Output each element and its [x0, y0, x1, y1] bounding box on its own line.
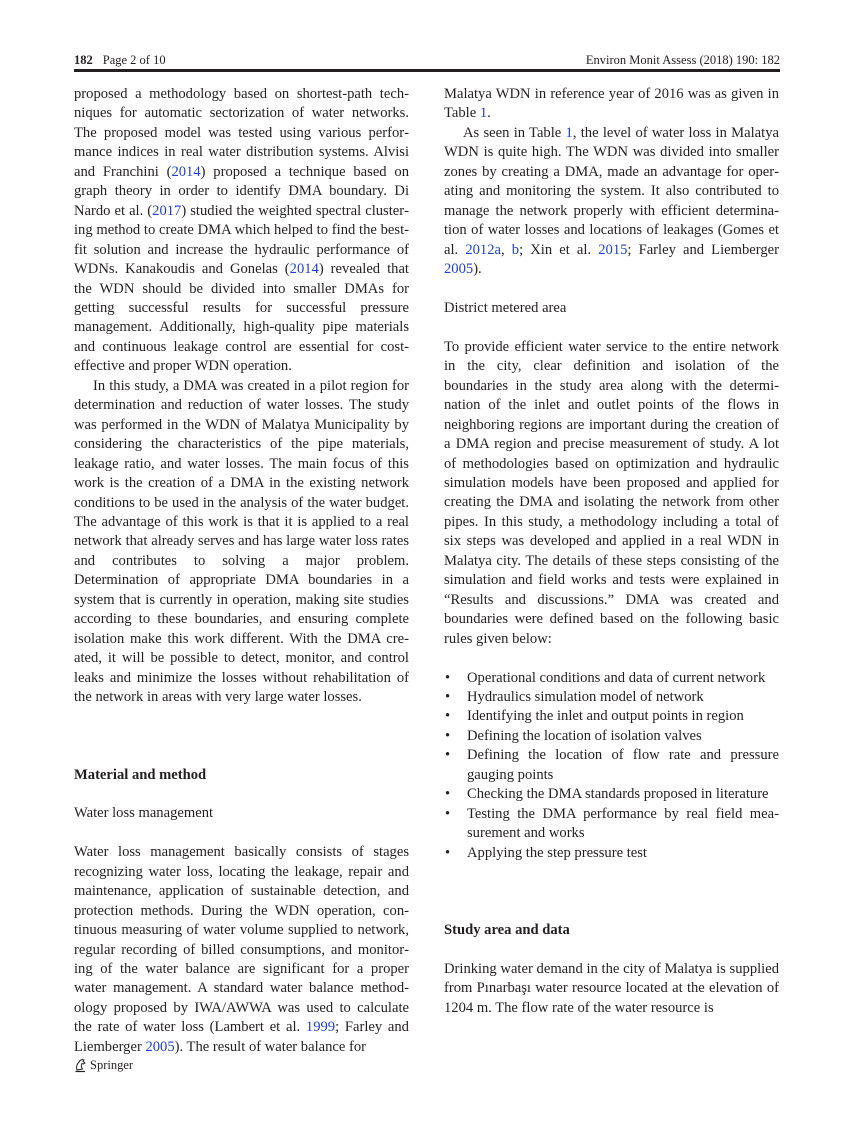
list-item: • Defining the location of flow rate and pressure gauging points	[445, 747, 779, 783]
paragraph: Water loss management basically consists of stages recognizing water loss, locating the leakage, repair and maintenance, application of sustainable detection, and protection methods. During the WDN operation, continuous measuring of water volume supplied to network, regular recording of billed consumptions, and monitoring of the water balance are significant for a proper water management. A standard water balance methodology proposed by IWA/AWWA was used to calculate the rate of water loss (Lambert et al. 1999; Farley and Liemberger 2005). The result of water balance for	[74, 844, 409, 1055]
page-of: Page 2 of 10	[102, 53, 166, 67]
paragraph: As seen in Table 1, the level of water loss in Malatya WDN is quite high. The WDN was divided into smaller zones by creating a DMA, made an advantage for operating and monitoring the system. It also contributed to manage the network properly with efficient determination of water losses and locations of leakages (Gomes et al. 2012a, b; Xin et al. 2015; Farley and Liemberger 2005).	[444, 124, 779, 278]
table-link[interactable]: 1	[479, 105, 488, 122]
citation-link[interactable]: 2005	[444, 261, 474, 278]
citation-link[interactable]: 2014	[289, 261, 319, 278]
list-item: • Defining the location of isolation valves	[444, 727, 779, 746]
paragraph: Drinking water demand in the city of Malatya is supplied from Pınarbaşı water resource located at the elevation of 1204 m. The flow rate of the water resource is	[444, 960, 779, 1016]
citation-link[interactable]: 1999	[305, 1019, 336, 1036]
citation-link[interactable]: b	[511, 241, 520, 258]
citation-link[interactable]: 2012a	[465, 241, 501, 258]
bullet-icon: •	[445, 708, 451, 725]
publisher-footer	[74, 1057, 133, 1073]
paragraph: To provide efficient water service to the entire network in the city, clear definition and isolation of the boundaries in the study area along with the determination of the inlet and outlet points of the flows in neighboring regions are important during the creation of a DMA region and precise measurement of study. A lot of methodologies based on optimization and hydraulic simulation models have been proposed and applied for creating the DMA and isolating the network from other pipes. In this study, a methodology including a total of six steps was developed and applied in a real WDN in Malatya city. The details of these steps consisting of the simulation and field works and tests were explained in “Results and discussions.” DMA was created and boundaries were defined based on the following basic rules given below:	[444, 338, 779, 647]
citation-link[interactable]: 2014	[171, 163, 201, 180]
rules-list	[444, 669, 779, 864]
paragraph: proposed a methodology based on shortest-path techniques for automatic sectorization of water networks. The proposed model was tested using various performance indices in real water distribution systems. Alvisi and Franchini (2014) proposed a technique based on graph theory in order to identify DMA boundary. Di Nardo et al. (2017) studied the weighted spectral clustering method to create DMA which helped to find the best-fit solution and increase the hydraulic performance of WDNs. Kanakoudis and Gonelas (2014) revealed that the WDN should be divided into smaller DMAs for getting successful results for successful pressure management. Additionally, high-quality pipe materials and continuous leakage control are essential for cost-effective and proper WDN operation.	[74, 86, 410, 375]
bullet-icon: •	[445, 727, 451, 744]
subsection-heading: Water loss management	[74, 805, 214, 822]
running-header	[74, 52, 780, 68]
table-link[interactable]: 1	[565, 124, 573, 141]
paragraph: In this study, a DMA was created in a pilot region for determination and reduction of water losses. The study was performed in the WDN of Malatya Municipality by considering the characteristics of the pipe materials, leakage ratio, and water losses. The main focus of this work is the creation of a DMA in the existing network conditions to be used in the analysis of the water budget. The advantage of this work is that it is applied to a real network that already serves and has large water loss rates and contributes to solving a major problem. Determination of appropriate DMA boundaries in a system that is currently in operation, making site studies according to these boundaries, and ensuring complete isolation make this work different. With the DMA created, it will be possible to detect, monitor, and control leaks and minimize the losses without rehabilitation of the network in areas with very large water losses.	[74, 377, 409, 706]
bullet-icon: •	[445, 786, 451, 803]
list-item: • Checking the DMA standards proposed in literature	[444, 785, 779, 804]
bullet-icon: •	[445, 669, 451, 686]
left-column	[74, 85, 409, 1057]
citation-link[interactable]: 2005	[145, 1038, 175, 1055]
citation-link[interactable]: 2017	[152, 202, 182, 219]
bullet-icon: •	[445, 844, 451, 861]
bullet-icon: •	[445, 805, 451, 822]
header-left	[74, 52, 166, 68]
list-item: • Testing the DMA performance by real field measurement and works	[445, 805, 779, 842]
bullet-icon: •	[445, 689, 451, 705]
publisher-name: Springer	[90, 1058, 134, 1072]
right-column	[444, 85, 779, 1018]
page-number: 182	[74, 53, 93, 67]
section-heading: Material and method	[74, 766, 207, 783]
subsection-heading: District metered area	[444, 299, 567, 316]
springer-horse-icon	[74, 1058, 87, 1073]
journal-citation: Environ Monit Assess (2018) 190: 182	[585, 53, 780, 67]
list-item: • Operational conditions and data of current network	[444, 669, 779, 688]
list-item: • Identifying the inlet and output points in region	[444, 707, 779, 726]
section-heading: Study area and data	[444, 922, 570, 939]
list-item: • Applying the step pressure test	[444, 844, 779, 863]
paragraph: Malatya WDN in reference year of 2016 was as given in Table 1.	[444, 86, 779, 122]
citation-link[interactable]: 2015	[598, 241, 628, 258]
bullet-icon: •	[445, 747, 451, 764]
list-item: • Hydraulics simulation model of network	[444, 688, 779, 707]
header-rule	[74, 69, 780, 72]
